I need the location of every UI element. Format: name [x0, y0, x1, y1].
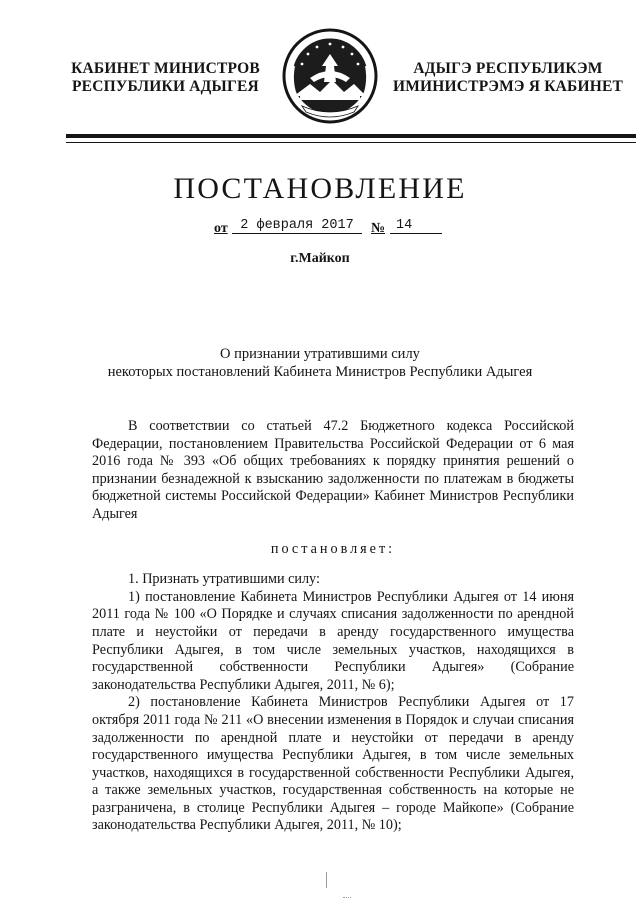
- number-value: 14: [390, 218, 442, 234]
- header-rule-thick: [66, 134, 636, 138]
- clause-1-item-2: 2) постановление Кабинета Министров Республики Адыгея от 17 октября 2011 года № 211 «О внесении изменения в Порядок и случаи списания задолженности по арендной плате и неустойки от передачи в аренду государственного имущества Республики Адыгея, в том числе земельных участков, находящихся в государственной собственности Республики Адыгея, а также земельных участков, государственная собственность на которые не разграничена, в столице Республики Адыгея – городе Майкопе» (Собрание законодательства Республики Адыгея, 2011, № 10);: [92, 694, 574, 834]
- header-right-line2: ИМИНИСТРЭМЭ Я КАБИНЕТ: [392, 78, 624, 95]
- subject: [0, 345, 640, 381]
- header-left-line1: КАБИНЕТ МИНИСТРОВ: [71, 60, 260, 77]
- header-right: [383, 60, 633, 96]
- document-body: [92, 418, 574, 835]
- clause-1: 1. Признать утратившими силу:: [128, 571, 320, 588]
- header-left-line2: РЕСПУБЛИКИ АДЫГЕЯ: [72, 78, 259, 95]
- clause-1-item-1: 1) постановление Кабинета Министров Республики Адыгея от 14 июня 2011 года № 100 «О Порядке и случаях списания задолженности по арендной плате и неустойки от передачи в аренду государственного имущества Республики Адыгея, в том числе земельных участков, находящихся в государственной собственности Республики Адыгея» (Собрание законодательства Республики Адыгея, 2011, № 6);: [92, 588, 574, 693]
- date-label: от: [214, 221, 228, 236]
- resolves-clause: постановляет:: [270, 540, 396, 557]
- scan-artifact: [326, 872, 327, 888]
- city: г.Майкоп: [290, 251, 350, 266]
- scan-artifact-dots: [343, 897, 351, 900]
- subject-line1: О признании утратившими силу: [220, 346, 420, 362]
- header-right-line1: АДЫГЭ РЕСПУБЛИКЭМ: [413, 60, 603, 77]
- number-label: №: [371, 221, 386, 236]
- document-title: ПОСТАНОВЛЕНИЕ: [173, 172, 467, 205]
- header-left: [58, 60, 273, 96]
- subject-line2: некоторых постановлений Кабинета Министров Республики Адыгея: [107, 364, 533, 380]
- preamble: В соответствии со статьей 47.2 Бюджетного кодекса Российской Федерации, постановлением Правительства Российской Федерации от 6 мая 2016 года № 393 «Об общих требованиях к порядку принятия решений о признании безнадежной к взысканию задолженности по платежам в бюджеты бюджетной системы Российской Федерации» Кабинет Министров Республики Адыгея: [92, 418, 574, 522]
- header-rule-thin: [66, 142, 636, 143]
- emblem-icon: [280, 26, 380, 126]
- date-value: 2 февраля 2017: [232, 218, 362, 234]
- dateline: [0, 218, 640, 238]
